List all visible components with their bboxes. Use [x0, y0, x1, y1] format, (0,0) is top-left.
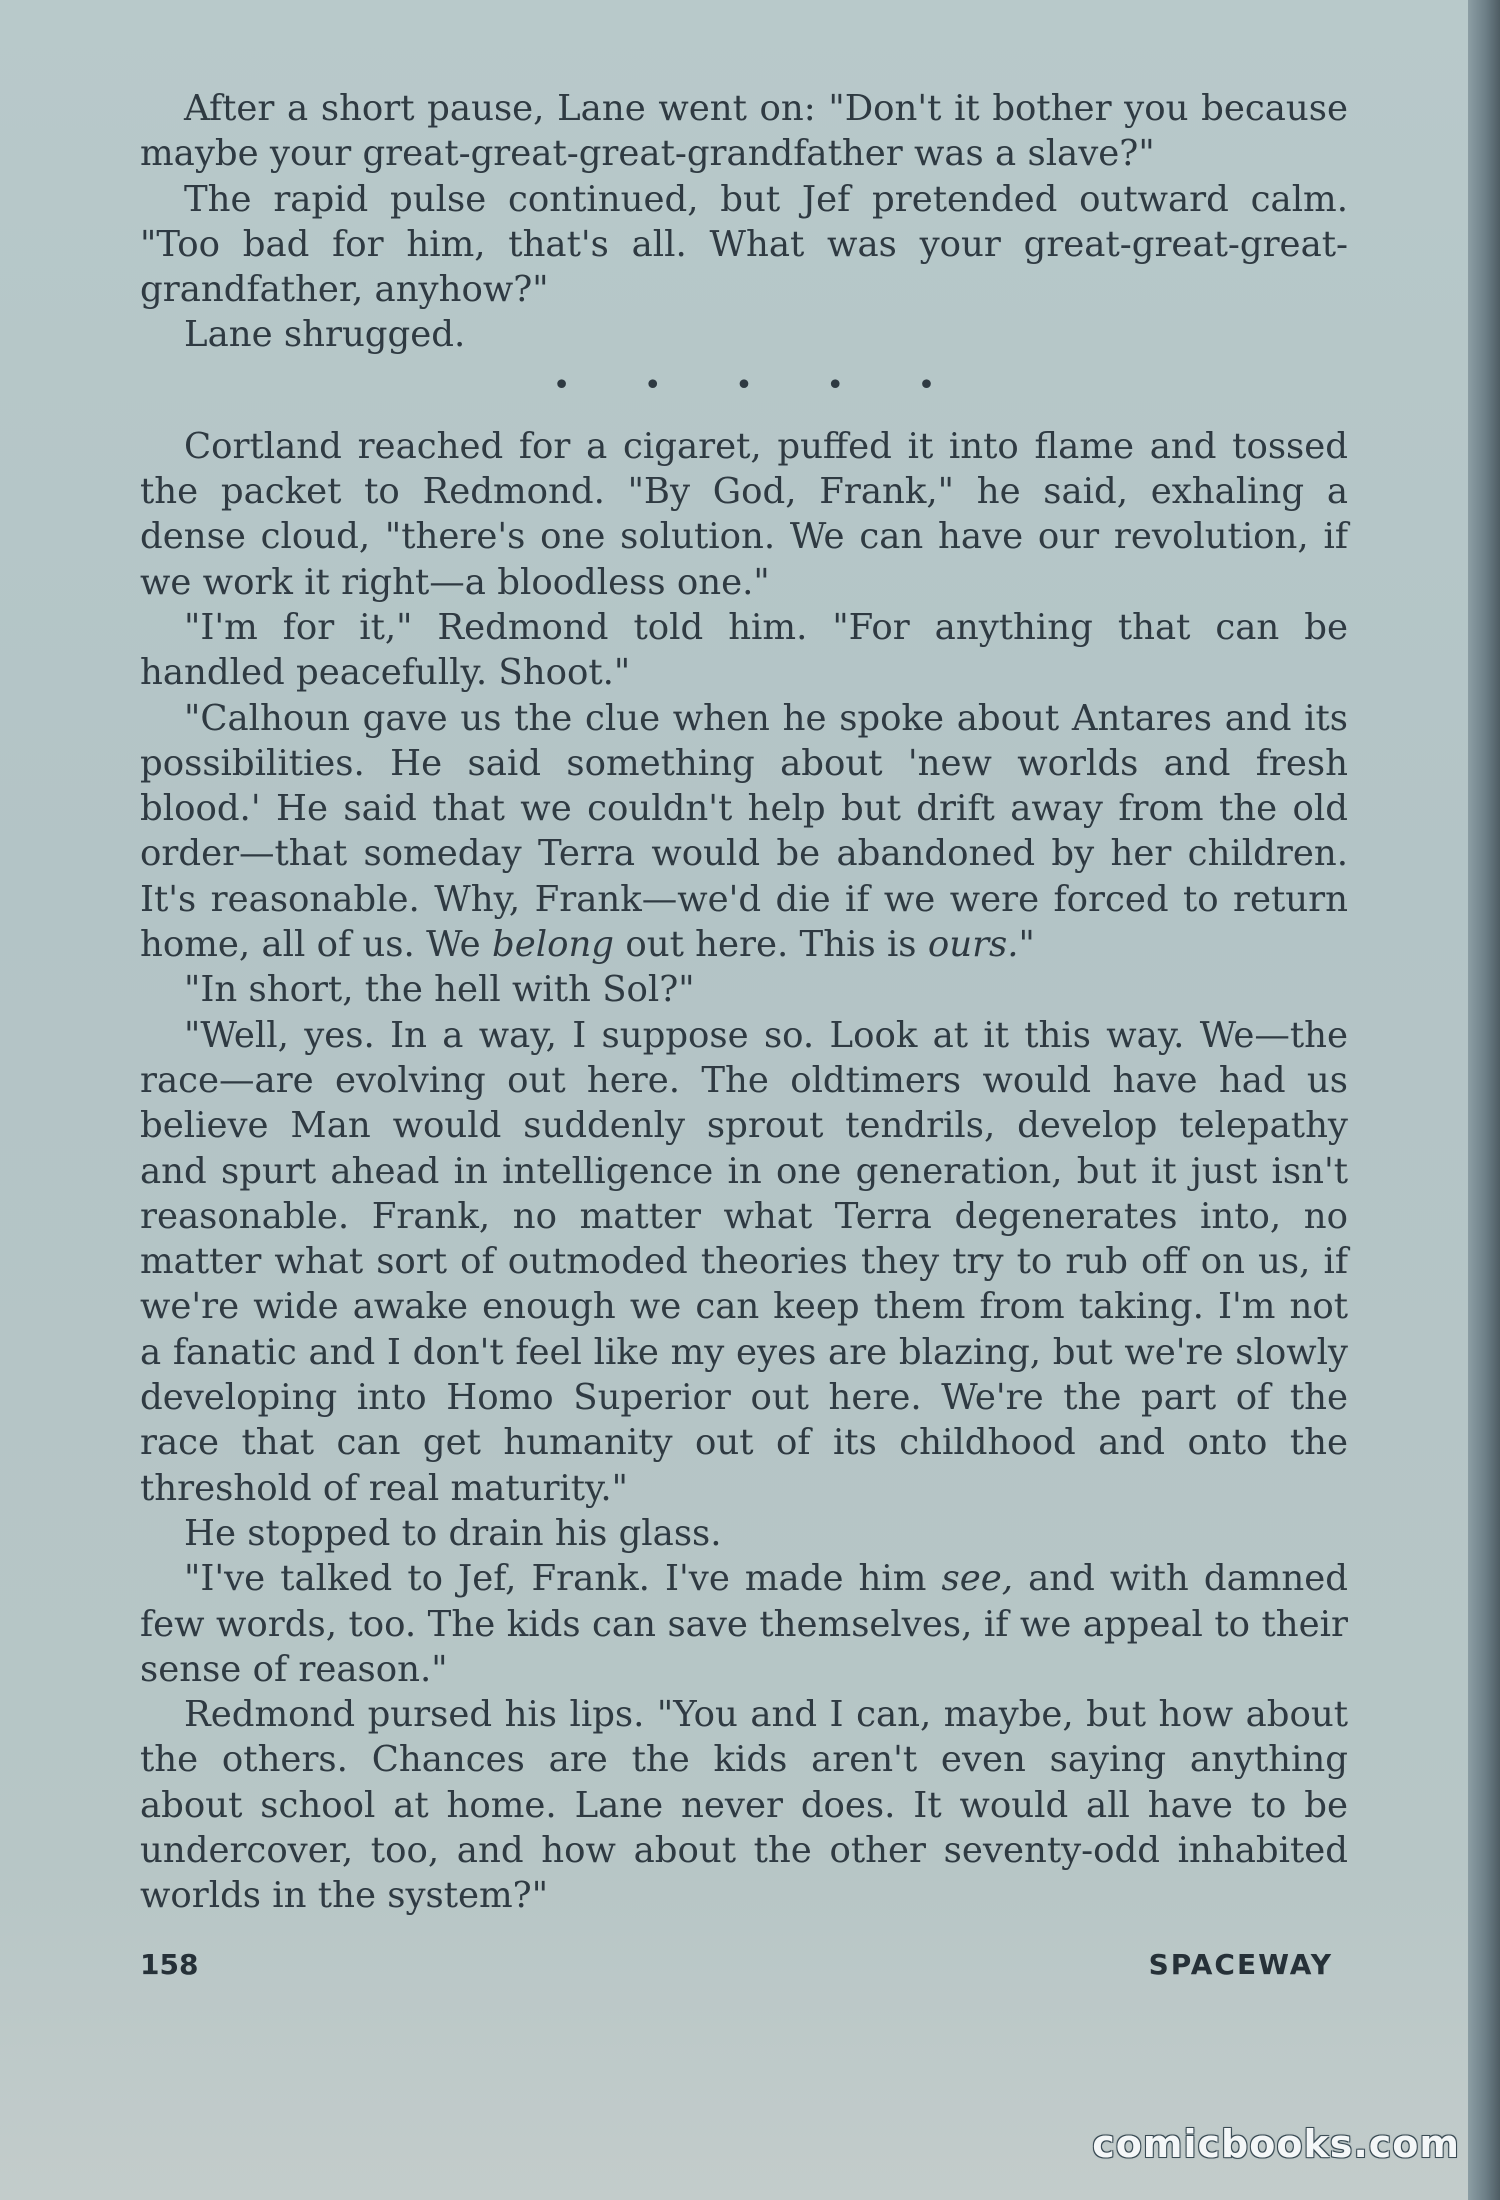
running-footer-title: SPACEWAY: [1148, 1948, 1333, 1981]
page-number: 158: [140, 1948, 199, 1981]
paragraph: [140, 696, 1348, 968]
paragraph: Redmond pursed his lips. "You and I can, maybe, but how about the others. Chances are the kids aren't even saying anything about school at home. Lane never does. It would all have to be undercover, too, and how about the other seventy-odd inhabited worlds in the system?": [140, 1694, 1348, 1917]
emphasis-belong: belong: [491, 924, 615, 966]
paragraph: The rapid pulse continued, but Jef pretended outward calm. "Too bad for him, that's all. What was your great-great-great-grandfather, anyhow?": [140, 178, 1348, 311]
paragraph-text: out here. This is: [625, 924, 917, 966]
section-break: • • • • •: [552, 367, 968, 403]
paragraph-text: "Calhoun gave us the clue when he spoke about Antares and its possibilities. He said something about 'new worlds and fresh blood.' He said that we couldn't help but drift away from the old order—that someday Terra would be abandoned by her children. It's reasonable. Why, Frank—we'd die if we were forced to return home, all of us. We: [140, 697, 1348, 966]
emphasis-see: see,: [941, 1558, 1014, 1600]
paragraph: "In short, the hell with Sol?": [184, 969, 695, 1011]
paragraph: Cortland reached for a cigaret, puffed it into flame and tossed the packet to Redmond. "By God, Frank," he said, exhaling a dense cloud, "there's one solution. We can have our revolution, if we work it right—a bloodless one.": [140, 425, 1348, 603]
paragraph-text: "I've talked to Jef, Frank. I've made him: [184, 1558, 927, 1600]
site-watermark: comicbooks.com: [1092, 2122, 1460, 2166]
paragraph-text: and with damned few words, too. The kids can save themselves, if we appeal to their sense of reason.": [140, 1558, 1348, 1690]
body-text: [140, 86, 1348, 1919]
paragraph: [140, 1556, 1348, 1692]
paragraph: He stopped to drain his glass.: [184, 1512, 722, 1554]
paragraph: Lane shrugged.: [184, 314, 466, 356]
book-spine-edge: [1468, 0, 1500, 2200]
paragraph: After a short pause, Lane went on: "Don't it bother you because maybe your great-great-great-grandfather was a slave?": [140, 88, 1348, 175]
paragraph: "Well, yes. In a way, I suppose so. Look at it this way. We—the race—are evolving out here. The oldtimers would have had us believe Man would suddenly sprout tendrils, develop telepathy and spurt ahead in intelligence in one generation, but it just isn't reasonable. Frank, no matter what Terra degenerates into, no matter what sort of outmoded theories they try to rub off on us, if we're wide awake enough we can keep them from taking. I'm not a fanatic and I don't feel like my eyes are blazing, but we're slowly developing into Homo Superior out here. We're the part of the race that can get humanity out of its childhood and onto the threshold of real maturity.": [140, 1014, 1348, 1509]
paragraph: "I'm for it," Redmond told him. "For anything that can be handled peacefully. Shoot.": [140, 606, 1348, 694]
emphasis-ours: ours.": [927, 924, 1035, 966]
